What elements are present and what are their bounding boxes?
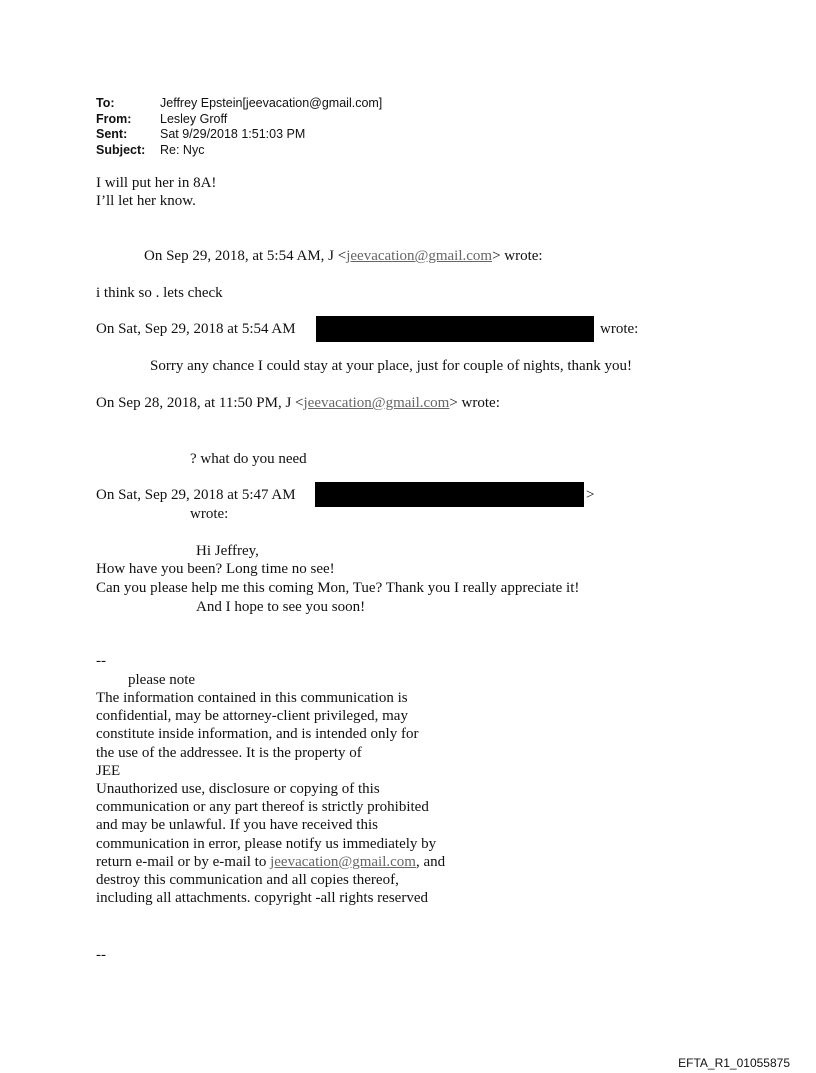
to-value: Jeffrey Epstein[jeevacation@gmail.com] <box>160 96 383 110</box>
disclaimer-line: Unauthorized use, disclosure or copying of this <box>96 781 380 798</box>
body-line-1: I will put her in 8A! <box>96 175 217 191</box>
header-subject-row <box>96 143 382 159</box>
disclaimer-line: including all attachments. copyright -all rights reserved <box>96 890 428 907</box>
please-note: please note <box>128 672 196 688</box>
reply-1: i think so . lets check <box>96 285 223 301</box>
quote-header-1 <box>144 247 543 265</box>
disclaimer-line: communication in error, please notify us immediately by <box>96 835 437 852</box>
body-line-2: I’ll let her know. <box>96 193 196 209</box>
disclaimer-line: the use of the addressee. It is the property of <box>96 744 362 761</box>
disclaimer-line: destroy this communication and all copies thereof, <box>96 872 399 889</box>
quote-1-prefix: On Sep 29, 2018, at 5:54 AM, J < <box>144 248 347 264</box>
from-label: From: <box>96 111 132 126</box>
message-line-3: And I hope to see you soon! <box>196 599 366 615</box>
quote-4-bracket: > <box>586 487 595 503</box>
quote-header-3 <box>96 394 500 412</box>
sent-value: Sat 9/29/2018 1:51:03 PM <box>160 127 306 141</box>
message-line-1: How have you been? Long time no see! <box>96 561 335 577</box>
subject-value: Re: Nyc <box>160 142 205 157</box>
message-greeting: Hi Jeffrey, <box>196 543 259 559</box>
disclaimer-email-prefix: return e-mail or by e-mail to <box>96 853 271 870</box>
disclaimer-email-suffix: , and <box>415 853 446 870</box>
signature-separator-2: -- <box>96 947 106 963</box>
to-label: To: <box>96 96 115 110</box>
quote-3-suffix: > wrote: <box>449 395 500 411</box>
quote-1-email-link[interactable]: jeevacation@gmail.com <box>346 248 493 264</box>
header-sent-row <box>96 127 382 143</box>
quote-4-prefix: On Sat, Sep 29, 2018 at 5:47 AM <box>96 487 296 503</box>
quote-2-prefix: On Sat, Sep 29, 2018 at 5:54 AM <box>96 321 296 337</box>
quote-1-suffix: > wrote: <box>492 248 543 264</box>
document-id: EFTA_R1_01055875 <box>678 1056 790 1070</box>
redaction-block-1 <box>316 316 594 342</box>
signature-separator-1: -- <box>96 653 106 669</box>
disclaimer-line: confidential, may be attorney-client privileged, may <box>96 708 408 725</box>
quote-4-wrote: wrote: <box>190 506 229 522</box>
disclaimer-line-email <box>96 853 445 871</box>
disclaimer-line: constitute inside information, and is intended only for <box>96 726 419 743</box>
reply-3: ? what do you need <box>190 451 307 467</box>
confidentiality-disclaimer <box>96 689 445 907</box>
disclaimer-line: JEE <box>96 762 121 779</box>
disclaimer-line: communication or any part thereof is strictly prohibited <box>96 799 429 816</box>
disclaimer-line: The information contained in this communication is <box>96 690 408 706</box>
from-value: Lesley Groff <box>160 111 228 126</box>
disclaimer-email-link[interactable]: jeevacation@gmail.com <box>270 853 416 870</box>
header-to-row <box>96 96 382 112</box>
sent-label: Sent: <box>96 127 128 141</box>
subject-label: Subject: <box>96 142 146 157</box>
message-line-2: Can you please help me this coming Mon, Tue? Thank you I really appreciate it! <box>96 580 580 596</box>
header-from-row <box>96 112 382 128</box>
quote-2-suffix: wrote: <box>600 321 639 337</box>
disclaimer-line: and may be unlawful. If you have received this <box>96 817 378 834</box>
quote-3-prefix: On Sep 28, 2018, at 11:50 PM, J < <box>96 395 304 411</box>
quote-3-email-link[interactable]: jeevacation@gmail.com <box>303 395 450 411</box>
redaction-block-2 <box>315 482 584 507</box>
email-header <box>96 96 382 158</box>
reply-2: Sorry any chance I could stay at your place, just for couple of nights, thank you! <box>150 358 632 374</box>
